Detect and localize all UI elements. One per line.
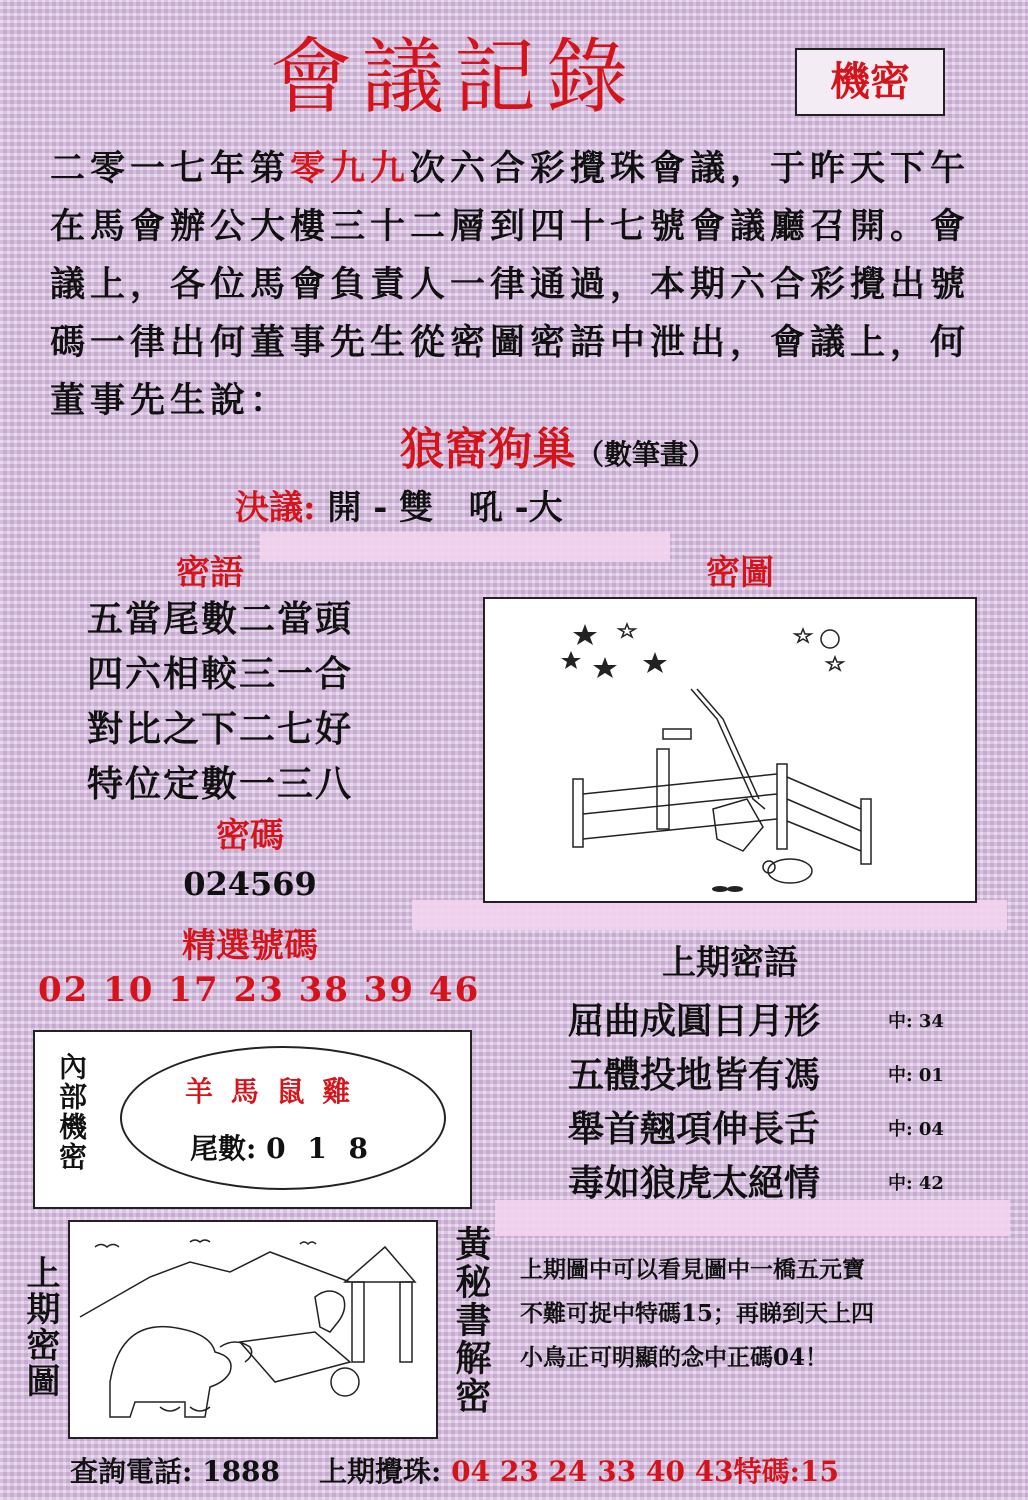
last-picture (68, 1220, 438, 1439)
phone-value: 1888 (202, 1455, 281, 1488)
page-title: 會議記錄 (270, 30, 639, 125)
poem-line: 特位定數一三八 (86, 763, 353, 805)
resolution-label: 決議: (235, 488, 316, 528)
phone-label: 查詢電話: (70, 1455, 193, 1488)
last-words-heading: 上期密語 (662, 943, 798, 983)
last-words-hit: 中: 04 (888, 1119, 944, 1140)
tail-label: 尾數: (190, 1132, 257, 1165)
internal-secret-label: 內部機密 (55, 1052, 88, 1172)
explain-line: 上期圖中可以看見圖中一橋五元寶 (520, 1256, 865, 1283)
secret-code-heading: 密碼 (216, 816, 284, 856)
secret-words-poem (40, 592, 400, 812)
tail-numbers (190, 1127, 374, 1167)
poem-line: 五當尾數二當頭 (86, 598, 353, 640)
explain-line: 不難可捉中特碼15；再睇到天上四 (520, 1300, 875, 1327)
intro-part1: 二零一七年第 (50, 148, 291, 189)
lucky-animals: 羊 馬 鼠 雞 (185, 1075, 355, 1108)
intro-paragraph (50, 140, 1000, 430)
resolution (235, 480, 563, 536)
key-phrase-text: 狼窩狗巢 (400, 424, 576, 475)
footer (70, 1450, 839, 1490)
last-draw-value: 04 23 24 33 40 43特碼:15 (451, 1455, 839, 1488)
poem-line: 四六相較三一合 (86, 653, 353, 695)
last-words-row: 毒如狼虎太絕情 (568, 1162, 821, 1204)
internal-secret-box (33, 1030, 472, 1209)
riddle-illustration (485, 599, 975, 901)
last-riddle-illustration (70, 1222, 436, 1437)
last-words-row: 舉首翹項伸長舌 (568, 1108, 821, 1150)
last-words-hit: 中: 01 (888, 1065, 944, 1086)
gold-ingot-icons (712, 886, 743, 892)
explain-line: 小鳥正可明顯的念中正碼04！ (520, 1344, 829, 1371)
poem-line: 對比之下二七好 (86, 708, 353, 750)
secret-picture (483, 597, 977, 903)
secretary-explanation (520, 1248, 960, 1380)
star-icons (561, 624, 667, 678)
decor-strip (260, 532, 670, 562)
selected-numbers-heading: 精選號碼 (182, 926, 318, 966)
tail-value: 0 1 8 (266, 1132, 375, 1165)
secret-code-value: 024569 (183, 865, 317, 903)
last-words-row: 五體投地皆有馮 (568, 1054, 821, 1096)
secret-badge: 機密 (795, 48, 945, 116)
last-words-hit: 中: 34 (888, 1011, 944, 1032)
internal-secret-oval (120, 1046, 446, 1190)
key-phrase (400, 420, 716, 485)
intro-part2: 次六合彩攪珠會議，于昨天下午在馬會辦公大樓三十二層到四十七號會議廳召開。會議上，各位馬會負責人一律通過，本期六合彩攪出號碼一律出何董事先生從密圖密語中泄出，會議上，何董事先生說： (50, 148, 971, 421)
issue-number: 零九九 (290, 148, 411, 189)
last-words-hit: 中: 42 (888, 1173, 944, 1194)
last-draw-label: 上期攪珠: (319, 1455, 442, 1488)
resolution-value: 開 - 雙 吼 -大 (315, 488, 563, 528)
moon-icon (821, 630, 839, 648)
secret-picture-heading: 密圖 (706, 553, 774, 593)
last-words-row: 屈曲成圓日月形 (568, 1000, 821, 1042)
selected-numbers: 02 10 17 23 38 39 46 (38, 970, 481, 1010)
last-picture-label: 上期密圖 (20, 1255, 60, 1399)
secret-words-heading: 密語 (176, 553, 244, 593)
secretary-label: 黃秘書解密 (450, 1225, 492, 1415)
key-phrase-note: （數筆畫） (576, 438, 717, 471)
